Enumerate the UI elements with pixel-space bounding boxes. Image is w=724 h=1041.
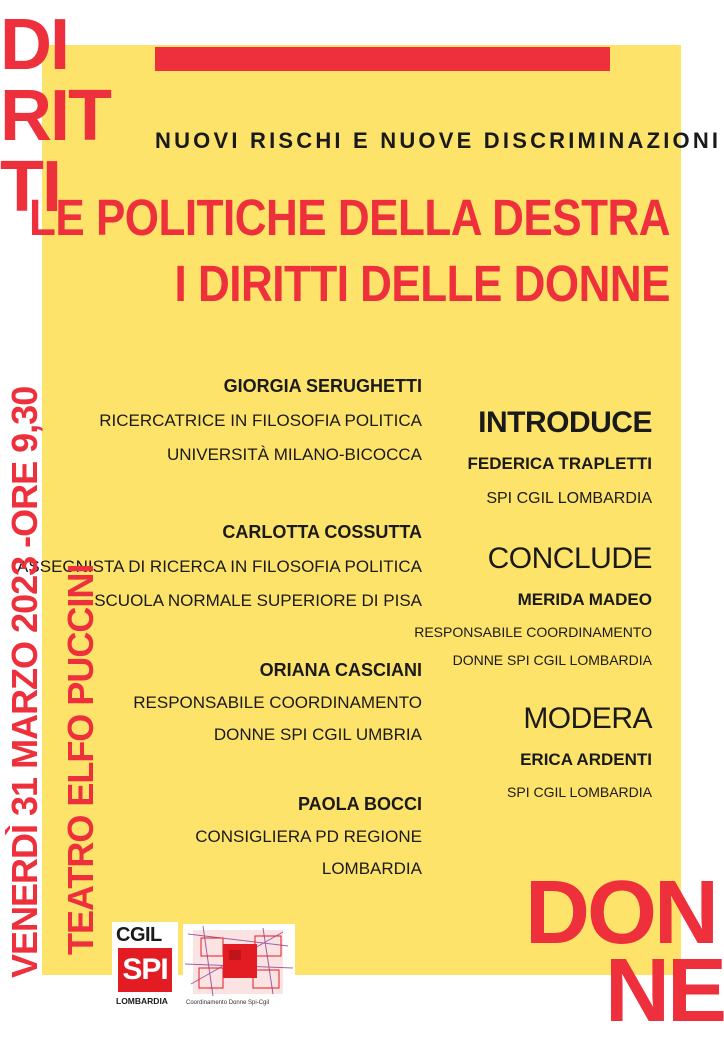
cgil-logo-text: CGIL (116, 924, 162, 946)
speaker-role: ASSEGNISTA DI RICERCA IN FILOSOFIA POLITICA (17, 557, 422, 576)
top-red-bar (155, 47, 610, 71)
role-person: MERIDA MADEO (517, 590, 652, 609)
role-affiliation: SPI CGIL LOMBARDIA (507, 784, 652, 800)
cgil-spi-logo (112, 922, 178, 1010)
role-affiliation: RESPONSABILE COORDINAMENTO (414, 624, 652, 640)
speaker-casciani (133, 660, 422, 745)
speaker-name: PAOLA BOCCI (298, 794, 422, 814)
speaker-role: RESPONSABILE COORDINAMENTO (133, 693, 422, 712)
speaker-affiliation: DONNE SPI CGIL UMBRIA (213, 725, 422, 744)
role-introduce (468, 406, 652, 508)
speaker-name: GIORGIA SERUGHETTI (223, 376, 422, 396)
lombardia-logo-text: LOMBARDIA (116, 996, 168, 1006)
event-title-line2: I DIRITTI DELLE DONNE (174, 256, 670, 313)
role-person: ERICA ARDENTI (520, 750, 652, 769)
event-venue: TEATRO ELFO PUCCINI (60, 564, 101, 955)
side-title-line3: TI (0, 147, 60, 227)
speaker-affiliation: LOMBARDIA (321, 859, 422, 878)
coordinamento-donne-logo (183, 924, 295, 1010)
spi-logo-text: SPI (118, 948, 172, 992)
speaker-name: CARLOTTA COSSUTTA (222, 522, 422, 542)
role-person: FEDERICA TRAPLETTI (467, 454, 652, 473)
speaker-bocci (195, 794, 422, 879)
event-subtitle: NUOVI RISCHI E NUOVE DISCRIMINAZIONI (155, 128, 722, 153)
event-date: VENERDÌ 31 MARZO 2023 -ORE 9,30 (4, 386, 45, 978)
role-heading: INTRODUCE (478, 406, 652, 439)
speaker-serughetti (99, 376, 422, 465)
speaker-role: RICERCATRICE IN FILOSOFIA POLITICA (99, 411, 422, 430)
role-heading: MODERA (523, 702, 652, 735)
role-modera (507, 702, 652, 800)
role-affiliation: DONNE SPI CGIL LOMBARDIA (452, 652, 652, 668)
role-affiliation: SPI CGIL LOMBARDIA (486, 490, 652, 507)
side-title-line1: DI (0, 5, 68, 85)
coordinamento-logo-graphic-icon (183, 924, 295, 998)
role-conclude (414, 542, 652, 668)
side-title-line2: RIT (0, 76, 110, 156)
speaker-role: CONSIGLIERA PD REGIONE (195, 827, 422, 846)
bottom-word-line2: NE (605, 941, 724, 1041)
coordinamento-logo-text: Coordinamento Donne Spi-Cgil (186, 1000, 270, 1006)
speaker-affiliation: UNIVERSITÀ MILANO-BICOCCA (166, 445, 422, 464)
speaker-name: ORIANA CASCIANI (259, 660, 422, 680)
bottom-word-line1: DON (525, 863, 716, 963)
speaker-affiliation: SCUOLA NORMALE SUPERIORE DI PISA (94, 591, 422, 610)
event-title-line1: LE POLITICHE DELLA DESTRA (29, 190, 670, 247)
role-heading: CONCLUDE (487, 542, 652, 575)
